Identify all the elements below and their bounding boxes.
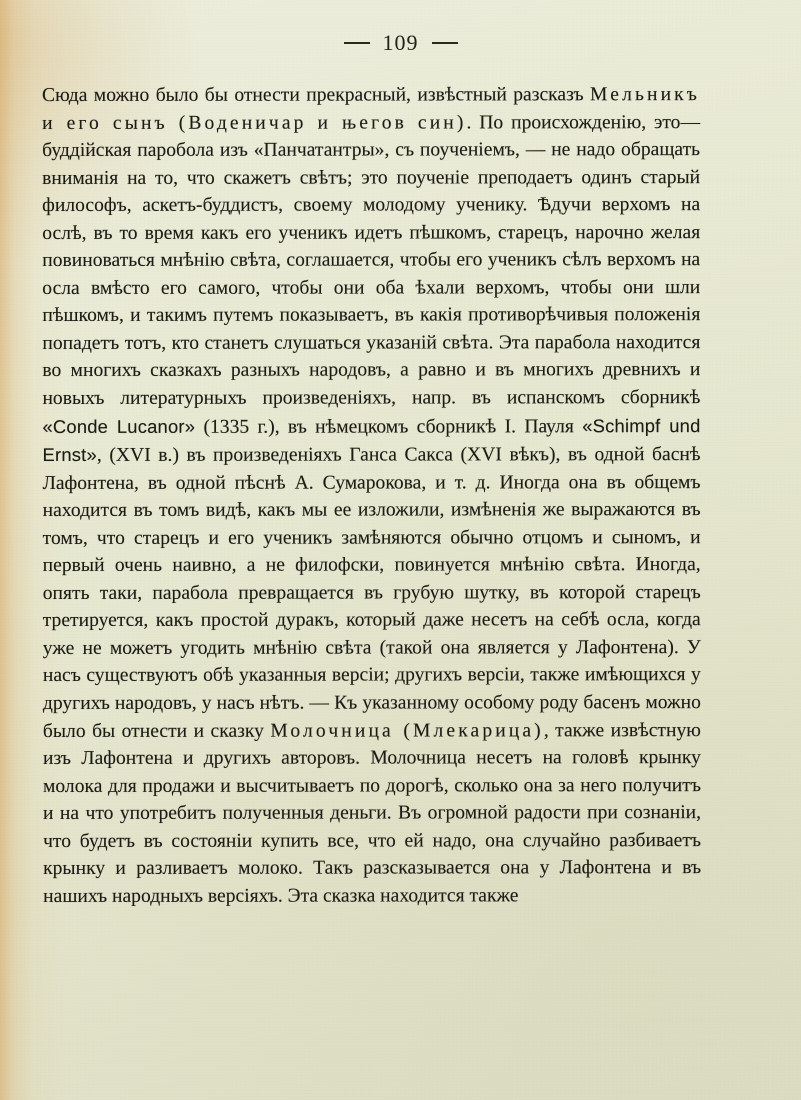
emphasized-title-millers-son: Мельникъ и его сынъ (Воденичар и његов син): [42, 84, 701, 134]
paragraph-continuation-2: (1335 г.), въ нѣмецкомъ сборникѣ I. Пауля: [195, 415, 583, 438]
latin-title-schimpf-und-ernst: «Schimpf und Ernst»: [42, 414, 701, 466]
body-paragraph: [42, 81, 701, 910]
paragraph-continuation-1: . По происхожденію, это—буддійская паробола изъ «Панчатантры», съ поученіемъ, — не надо обращать вниманія на то, что скажетъ свѣтъ; это поученіе преподаетъ одинъ старый философъ, аскетъ-буддистъ, своему молодому ученику. Ѣдучи верхомъ на ослѣ, въ то время какъ его ученикъ идетъ пѣшкомъ, старецъ, нарочно желая повиноваться мнѣнію свѣта, соглашается, чтобы его ученикъ сѣлъ верхомъ на осла вмѣсто его самого, чтобы они оба ѣхали верхомъ, чтобы они шли пѣшкомъ, и такимъ путемъ показываетъ, въ какія противорѣчивыя положенія попадетъ тотъ, кто станетъ слушаться указаній свѣта. Эта парабола находится во многихъ сказкахъ разныхъ народовъ, а равно и въ многихъ древнихъ и новыхъ литературныхъ произведеніяхъ, напр. въ испанскомъ сборникѣ: [42, 111, 701, 410]
latin-title-conde-lucanor: «Conde Lucanor»: [42, 415, 196, 437]
folio-rule-right: [432, 42, 458, 44]
page-body-text: [42, 81, 701, 910]
folio-rule-left: [344, 42, 370, 44]
paragraph-continuation-3: , (XVI в.) въ произведеніяхъ Ганса Сакса (XVI вѣкъ), въ одной баснѣ Лафонтена, въ одной пѣснѣ А. Сумарокова, и т. д. Иногда она въ общемъ находится въ томъ видѣ, какъ мы ее изложили, измѣненія же выражаются въ томъ, что старецъ и его ученикъ замѣняются обычно отцомъ и сыномъ, и первый очень наивно, а не филофски, повинуется мнѣнію свѣта. Иногда, опять таки, парабола превращается въ грубую шутку, въ которой старецъ третируется, какъ простой дуракъ, который даже несетъ на себѣ осла, когда уже не можетъ угодить мнѣнію свѣта (такой она является у Лафонтена). У насъ существуютъ обѣ указанныя версіи; другихъ версіи, также имѣющихся у другихъ народовъ, у насъ нѣтъ. — Къ указанному особому роду басенъ можно было бы отнести и сказку: [42, 444, 701, 742]
page-number: 109: [382, 30, 419, 55]
page-header-folio: [0, 30, 801, 56]
paragraph-continuation-4: , также извѣстную изъ Лафонтена и другихъ авторовъ. Молочница несетъ на головѣ крынку молока для продажи и высчитываетъ по дорогѣ, сколько она за него получитъ и на что употребитъ полученныя деньги. Въ огромной радости при сознаніи, что будетъ въ состояніи купить все, что ей надо, она случайно разбиваетъ крынку и разливаетъ молоко. Такъ разсказывается она у Лафонтена и въ нашихъ народныхъ версіяхъ. Эта сказка находится также: [42, 719, 702, 907]
emphasized-title-milkmaid: Молочница (Млекарица): [270, 719, 544, 742]
paragraph-opening: Сюда можно было бы отнести прекрасный, извѣстный разсказъ: [42, 84, 591, 106]
